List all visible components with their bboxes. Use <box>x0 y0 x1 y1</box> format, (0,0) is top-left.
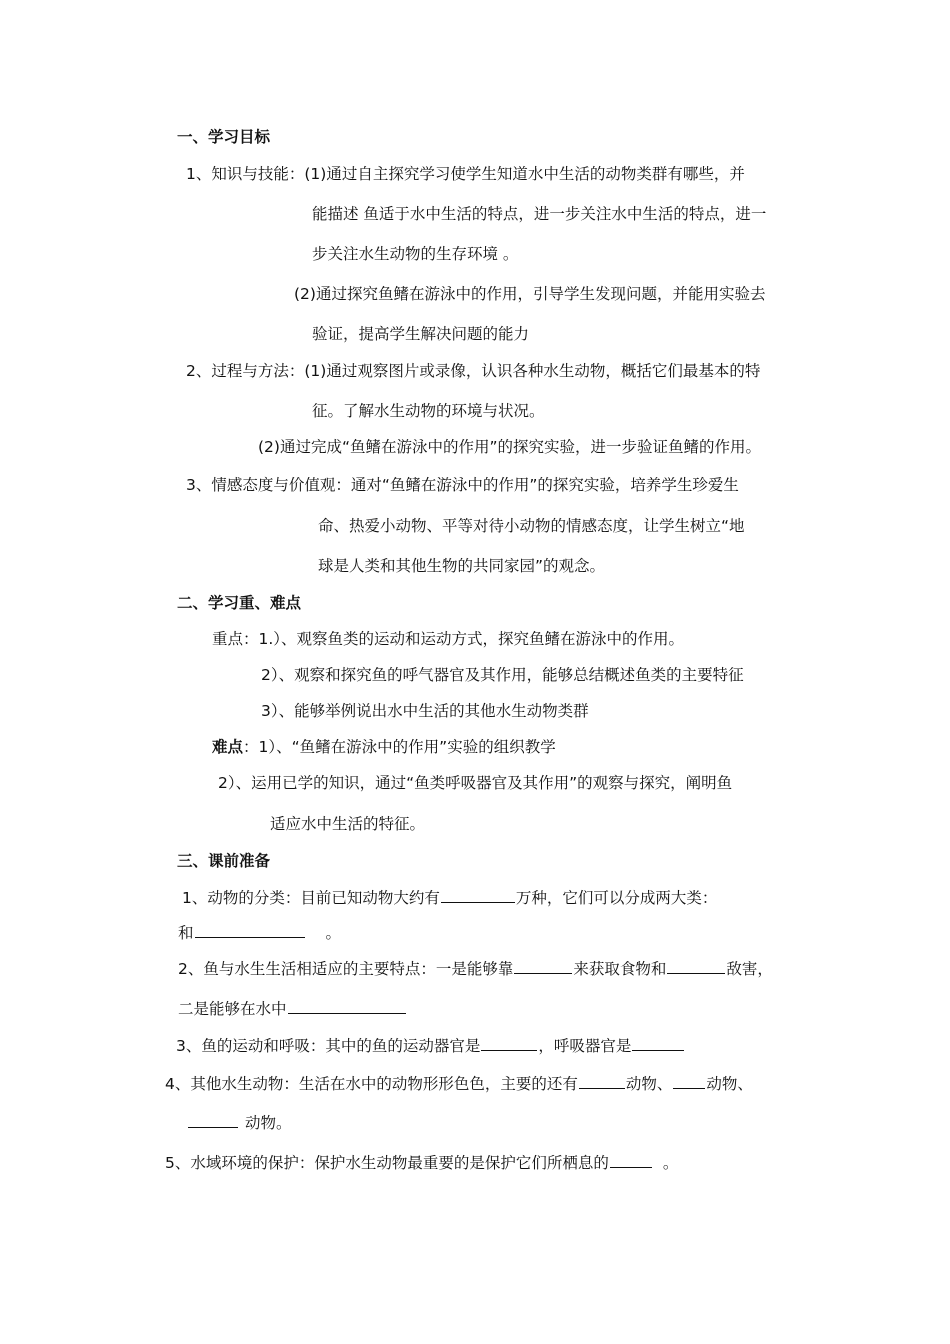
difficulty-line-1 <box>212 737 556 757</box>
process-line-1: 2、过程与方法：(1)通过观察图片或录像，认识各种水生动物，概括它们最基本的特 <box>186 362 761 380</box>
q2-text-a: 2、鱼与水生生活相适应的主要特点：一是能够靠 <box>178 960 514 978</box>
q2-text-b: 来获取食物和 <box>573 960 667 978</box>
q1-text-b: 万种，它们可以分成两大类： <box>515 889 718 907</box>
q2-text-d: 二是能够在水中 <box>178 1000 287 1018</box>
q3-blank-1[interactable] <box>481 1035 537 1051</box>
q1-text-d: 。 <box>325 924 342 942</box>
q1-text-a: 1、动物的分类：目前已知动物大约有 <box>182 889 440 907</box>
q2-blank-3[interactable] <box>288 998 406 1014</box>
question-2-line-2 <box>178 998 407 1019</box>
q4-text-c: 动物、 <box>706 1075 753 1093</box>
question-2-line-1 <box>178 958 773 979</box>
emotion-line-3: 球是人类和其他生物的共同家园”的观念。 <box>318 557 606 575</box>
process-line-3: (2)通过完成“鱼鳍在游泳中的作用”的探究实验，进一步验证鱼鳍的作用。 <box>258 438 762 456</box>
q4-text-d: 动物。 <box>245 1114 292 1132</box>
question-5-line <box>165 1152 678 1173</box>
q2-blank-2[interactable] <box>667 958 725 974</box>
emotion-line-2: 命、热爱小动物、平等对待小动物的情感态度，让学生树立“地 <box>318 517 745 535</box>
q5-blank-1[interactable] <box>610 1152 652 1168</box>
key-point-1: 重点：1.）、观察鱼类的运动和运动方式，探究鱼鳍在游泳中的作用。 <box>212 630 685 648</box>
difficulty-text-1: ：1）、“鱼鳍在游泳中的作用”实验的组织教学 <box>243 738 556 756</box>
knowledge-line-4: (2)通过探究鱼鳍在游泳中的作用，引导学生发现问题，并能用实验去 <box>294 285 766 303</box>
q1-blank-2[interactable] <box>195 922 305 938</box>
q4-blank-3[interactable] <box>188 1112 238 1128</box>
q4-text-b: 动物、 <box>625 1075 673 1093</box>
q4-blank-1[interactable] <box>579 1073 625 1089</box>
difficulty-line-2: 2）、运用已学的知识，通过“鱼类呼吸器官及其作用”的观察与探究，阐明鱼 <box>218 774 733 792</box>
knowledge-line-1: 1、知识与技能：(1)通过自主探究学习使学生知道水中生活的动物类群有哪些，并 <box>186 165 745 183</box>
q4-text-a: 4、其他水生动物：生活在水中的动物形形色色，主要的还有 <box>165 1075 578 1093</box>
question-1-line-1 <box>182 887 717 908</box>
q1-blank-1[interactable] <box>441 887 515 903</box>
knowledge-line-5: 验证，提高学生解决问题的能力 <box>312 325 530 343</box>
difficulty-line-3: 适应水中生活的特征。 <box>270 815 426 833</box>
process-line-2: 征。了解水生动物的环境与状况。 <box>312 402 545 420</box>
q3-blank-2[interactable] <box>632 1035 684 1051</box>
difficulty-label: 难点 <box>212 738 244 756</box>
question-3-line <box>176 1035 685 1056</box>
question-1-line-2 <box>178 922 341 943</box>
section-3-title: 三、课前准备 <box>177 852 271 870</box>
key-point-2: 2）、观察和探究鱼的呼气器官及其作用，能够总结概述鱼类的主要特征 <box>261 666 744 684</box>
q3-text-a: 3、鱼的运动和呼吸：其中的鱼的运动器官是 <box>176 1037 481 1055</box>
knowledge-line-3: 步关注水生动物的生存环境 。 <box>312 245 519 263</box>
q3-text-b: ，呼吸器官是 <box>538 1037 632 1055</box>
question-4-line-2 <box>187 1112 292 1133</box>
q5-text-a: 5、水域环境的保护：保护水生动物最重要的是保护它们所栖息的 <box>165 1154 609 1172</box>
q2-text-c: 敌害， <box>726 960 773 978</box>
q1-text-c: 和 <box>178 924 194 942</box>
question-4-line-1 <box>165 1073 753 1094</box>
section-1-title: 一、学习目标 <box>177 128 271 146</box>
q4-blank-2[interactable] <box>673 1073 705 1089</box>
knowledge-line-2: 能描述 鱼适于水中生活的特点，进一步关注水中生活的特点，进一 <box>312 205 767 223</box>
q2-blank-1[interactable] <box>514 958 572 974</box>
q5-text-b: 。 <box>662 1154 679 1172</box>
section-2-title: 二、学习重、难点 <box>177 594 302 612</box>
emotion-line-1: 3、情感态度与价值观：通对“鱼鳍在游泳中的作用”的探究实验，培养学生珍爱生 <box>186 476 739 494</box>
key-point-3: 3）、能够举例说出水中生活的其他水生动物类群 <box>261 702 589 720</box>
